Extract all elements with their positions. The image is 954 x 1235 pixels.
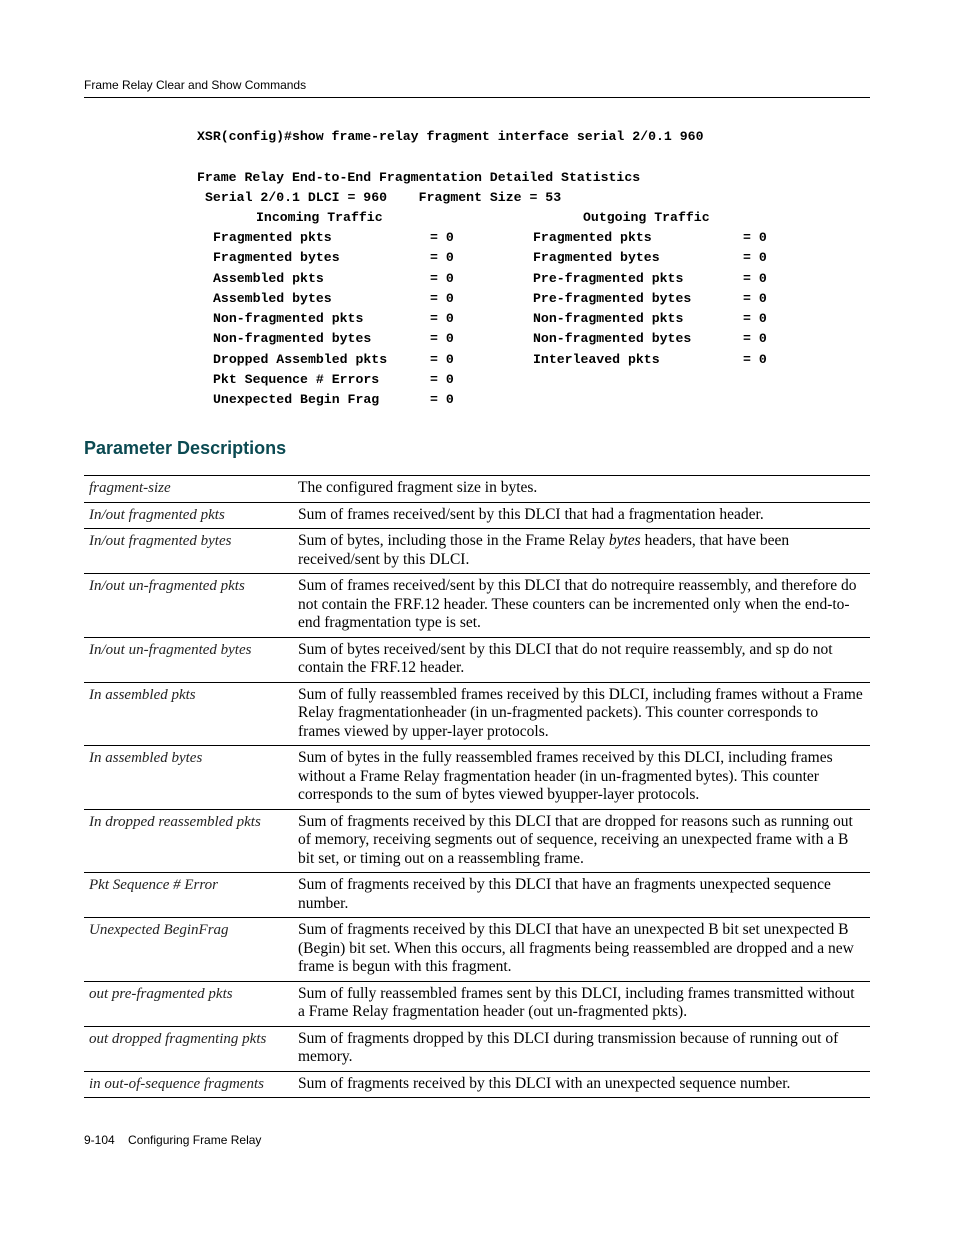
stat-out-value: = 0	[743, 250, 767, 266]
header-divider	[84, 97, 870, 98]
description-emphasis: bytes	[608, 532, 641, 549]
stat-out-value: = 0	[743, 270, 767, 286]
stat-out-label: Non-fragmented bytes	[533, 331, 692, 347]
stat-out-value: = 0	[743, 311, 767, 327]
parameter-row	[84, 574, 870, 638]
stat-row	[0, 392, 954, 412]
parameter-description: Sum of fragments received by this DLCI that are dropped for reasons such as running out of memory, receiving segments out of sequence, receiving an unexpected frame with a B bit set, or timing out on a reassembling frame.	[298, 812, 853, 867]
stat-out-value: = 0	[743, 230, 767, 245]
parameter-name: Pkt Sequence # Error	[89, 877, 218, 893]
parameter-description: Sum of frames received/sent by this DLCI that do notrequire reassembly, and therefore do not contain the FRF.12 header. These counters can be incremented only when the end-to-end fragmentation type is set.	[298, 577, 857, 631]
stat-in-label: Non-fragmented bytes	[213, 331, 372, 347]
running-header: Frame Relay Clear and Show Commands	[84, 78, 307, 92]
parameter-name: In assembled pkts	[89, 686, 196, 703]
stat-row	[0, 230, 954, 250]
stat-out-label: Interleaved pkts	[533, 351, 660, 367]
stat-row	[0, 331, 954, 351]
parameter-name: In/out fragmented bytes	[89, 533, 232, 549]
parameter-row	[84, 1027, 870, 1072]
page-footer: 9-104 Configuring Frame Relay	[84, 1133, 262, 1147]
outgoing-traffic-heading: Outgoing Traffic	[583, 210, 710, 225]
stat-in-value: = 0	[430, 270, 454, 286]
incoming-traffic-heading: Incoming Traffic	[256, 210, 383, 225]
stat-out-label: Fragmented bytes	[533, 250, 660, 266]
cli-command: XSR(config)#show frame-relay fragment interface serial 2/0.1 960	[197, 129, 704, 144]
parameter-row	[84, 476, 870, 503]
stat-out-value: = 0	[743, 290, 767, 306]
parameter-name: in out-of-sequence fragments	[89, 1075, 264, 1092]
stat-in-label: Assembled bytes	[213, 290, 332, 306]
stat-in-value: = 0	[430, 230, 454, 245]
stat-out-value: = 0	[743, 351, 767, 367]
stat-in-label: Pkt Sequence # Errors	[213, 372, 380, 388]
parameter-row	[84, 683, 870, 747]
parameter-name: In dropped reassembled pkts	[89, 813, 261, 830]
description-text: headers, that have been received/sent by this DLCI.	[298, 532, 790, 568]
stats-title: Frame Relay End-to-End Fragmentation Detailed Statistics	[197, 170, 641, 185]
parameter-name: In/out fragmented pkts	[89, 506, 225, 523]
stat-out-label: Non-fragmented pkts	[533, 311, 684, 327]
stat-row	[0, 250, 954, 270]
stat-row	[0, 311, 954, 331]
stat-in-value: = 0	[430, 372, 454, 388]
serial-info-line: Serial 2/0.1 DLCI = 960 Fragment Size = 53	[205, 190, 562, 205]
parameter-row	[84, 1072, 870, 1099]
parameter-name: out dropped fragmenting pkts	[89, 1030, 267, 1047]
parameter-name: In assembled bytes	[89, 750, 203, 766]
stat-row	[0, 291, 954, 311]
stat-row	[0, 271, 954, 291]
parameter-description: Sum of frames received/sent by this DLCI that had a fragmentation header.	[298, 505, 764, 523]
stat-in-label: Non-fragmented pkts	[213, 311, 364, 327]
parameter-name: out pre-fragmented pkts	[89, 985, 233, 1002]
stat-in-label: Fragmented bytes	[213, 250, 340, 266]
parameter-name: In/out un-fragmented bytes	[89, 641, 252, 658]
stat-out-label: Pre-fragmented pkts	[533, 270, 684, 286]
stat-in-value: = 0	[430, 311, 454, 327]
stat-in-label: Unexpected Begin Frag	[213, 392, 380, 408]
stat-row	[0, 352, 954, 372]
parameter-description: Sum of fragments received by this DLCI with an unexpected sequence number.	[298, 1074, 791, 1092]
parameter-description: Sum of fully reassembled frames received by this DLCI, including frames without a Frame Relay fragmentationheader (in un-fragmented packets). This counter corresponds to frames viewed by upper-layer protocols.	[298, 685, 863, 740]
parameter-description: Sum of bytes received/sent by this DLCI that do not require reassembly, and sp do not contain the FRF.12 header.	[298, 640, 833, 676]
parameter-description: Sum of bytes in the fully reassembled frames received by this DLCI, including frames without a Frame Relay fragmentation header (in un-fragmented bytes). This counter corresponds to the sum of bytes viewed byupper-layer protocols.	[298, 749, 833, 803]
stat-in-label: Dropped Assembled pkts	[213, 351, 388, 367]
description-text: Sum of bytes, including those in the Frame Relay	[298, 532, 609, 549]
parameter-name: In/out un-fragmented pkts	[89, 578, 245, 594]
stat-out-label: Pre-fragmented bytes	[533, 290, 692, 306]
parameter-description: Sum of fragments received by this DLCI that have an fragments unexpected sequence number.	[298, 876, 831, 912]
parameter-row	[84, 873, 870, 918]
parameter-description: Sum of fragments dropped by this DLCI during transmission because of running out of memory.	[298, 1029, 839, 1065]
stat-in-value: = 0	[430, 351, 454, 367]
parameter-description	[298, 532, 870, 569]
stat-in-value: = 0	[430, 250, 454, 266]
parameter-row	[84, 746, 870, 810]
parameter-table	[84, 475, 870, 1098]
stat-in-label: Fragmented pkts	[213, 230, 332, 245]
parameter-description: The configured fragment size in bytes.	[298, 479, 538, 496]
parameter-name: fragment-size	[89, 480, 171, 496]
stat-in-value: = 0	[430, 331, 454, 347]
parameter-description: Sum of fully reassembled frames sent by this DLCI, including frames transmitted without a Frame Relay fragmentation header (out un-fragmented pkts).	[298, 984, 855, 1020]
parameter-row	[84, 638, 870, 683]
parameter-description: Sum of fragments received by this DLCI that have an unexpected B bit set unexpected B (Begin) bit set. When this occurs, all fragments being reassembled are dropped and a new frame is begun with this fragment.	[298, 921, 854, 975]
parameter-row	[84, 503, 870, 530]
parameter-row	[84, 529, 870, 574]
section-title: Parameter Descriptions	[84, 438, 287, 458]
stat-in-value: = 0	[430, 392, 454, 408]
stat-out-value: = 0	[743, 331, 767, 347]
parameter-name: Unexpected BeginFrag	[89, 922, 229, 938]
parameter-row	[84, 982, 870, 1027]
parameter-row	[84, 810, 870, 874]
stats-table	[0, 230, 954, 413]
stat-out-label: Fragmented pkts	[533, 230, 652, 245]
stat-in-value: = 0	[430, 290, 454, 306]
parameter-row	[84, 918, 870, 982]
stat-row	[0, 372, 954, 392]
stat-in-label: Assembled pkts	[213, 270, 324, 286]
